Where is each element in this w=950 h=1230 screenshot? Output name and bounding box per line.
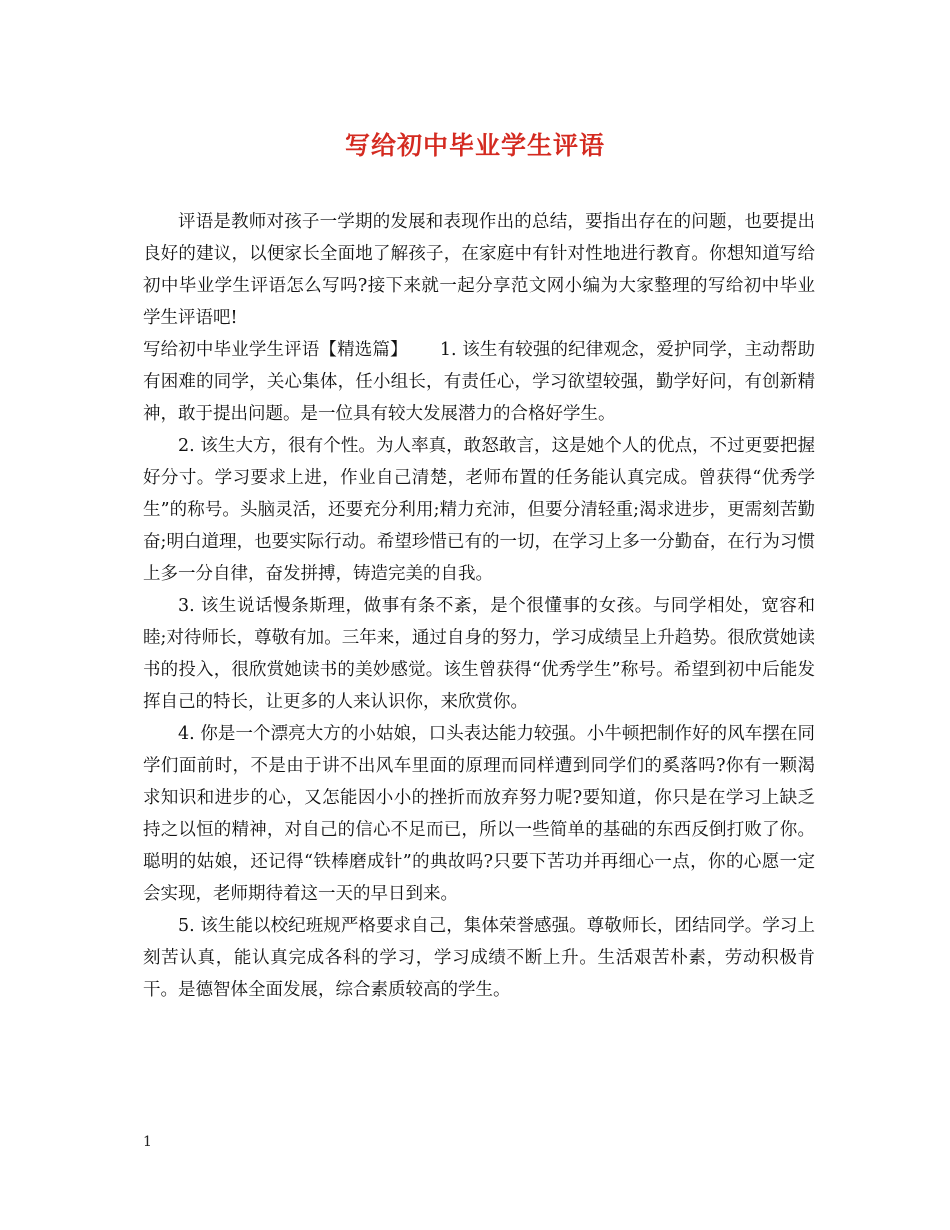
section-paragraph	[143, 334, 815, 430]
page-number: 1	[143, 1134, 152, 1150]
comment-item-5: 5. 该生能以校纪班规严格要求自己，集体荣誉感强。尊敬师长，团结同学。学习上刻苦认真，能认真完成各科的学习，学习成绩不断上升。生活艰苦朴素，劳动积极肯干。是德智体全面发展，综合素质较高的学生。	[143, 916, 815, 1000]
section-heading: 写给初中毕业学生评语【精选篇】	[143, 340, 399, 360]
comment-item-1: 1. 该生有较强的纪律观念，爱护同学，主动帮助有困难的同学，关心集体，任小组长，有责任心，学习欲望较强，勤学好问，有创新精神，敢于提出问题。是一位具有较大发展潜力的合格好学生。	[143, 340, 815, 424]
document-body	[143, 206, 815, 1006]
comment-item-4: 4. 你是一个漂亮大方的小姑娘，口头表达能力较强。小牛顿把制作好的风车摆在同学们面前时，不是由于讲不出风车里面的原理而同样遭到同学们的奚落吗?你有一颗渴求知识和进步的心，又怎能因小小的挫折而放弃努力呢?要知道，你只是在学习上缺乏持之以恒的精神，对自己的信心不足而已，所以一些简单的基础的东西反倒打败了你。聪明的姑娘，还记得“铁棒磨成针”的典故吗?只要下苦功并再细心一点，你的心愿一定会实现，老师期待着这一天的早日到来。	[143, 724, 815, 904]
document-title: 写给初中毕业学生评语	[344, 131, 605, 160]
intro-paragraph: 评语是教师对孩子一学期的发展和表现作出的总结，要指出存在的问题，也要提出良好的建议，以便家长全面地了解孩子，在家庭中有针对性地进行教育。你想知道写给初中毕业学生评语怎么写吗?接下来就一起分享范文网小编为大家整理的写给初中毕业学生评语吧!	[143, 212, 815, 328]
comment-item-2: 2. 该生大方，很有个性。为人率真，敢怒敢言，这是她个人的优点，不过更要把握好分寸。学习要求上进，作业自己清楚，老师布置的任务能认真完成。曾获得“优秀学生”的称号。头脑灵活，还要充分利用;精力充沛，但要分清轻重;渴求进步，更需刻苦勤奋;明白道理，也要实际行动。希望珍惜已有的一切，在学习上多一分勤奋，在行为习惯上多一分自律，奋发拼搏，铸造完美的自我。	[143, 436, 815, 584]
comment-item-3: 3. 该生说话慢条斯理，做事有条不紊，是个很懂事的女孩。与同学相处，宽容和睦;对待师长，尊敬有加。三年来，通过自身的努力，学习成绩呈上升趋势。很欣赏她读书的投入，很欣赏她读书的美妙感觉。该生曾获得“优秀学生”称号。希望到初中后能发挥自己的特长，让更多的人来认识你，来欣赏你。	[143, 596, 815, 712]
